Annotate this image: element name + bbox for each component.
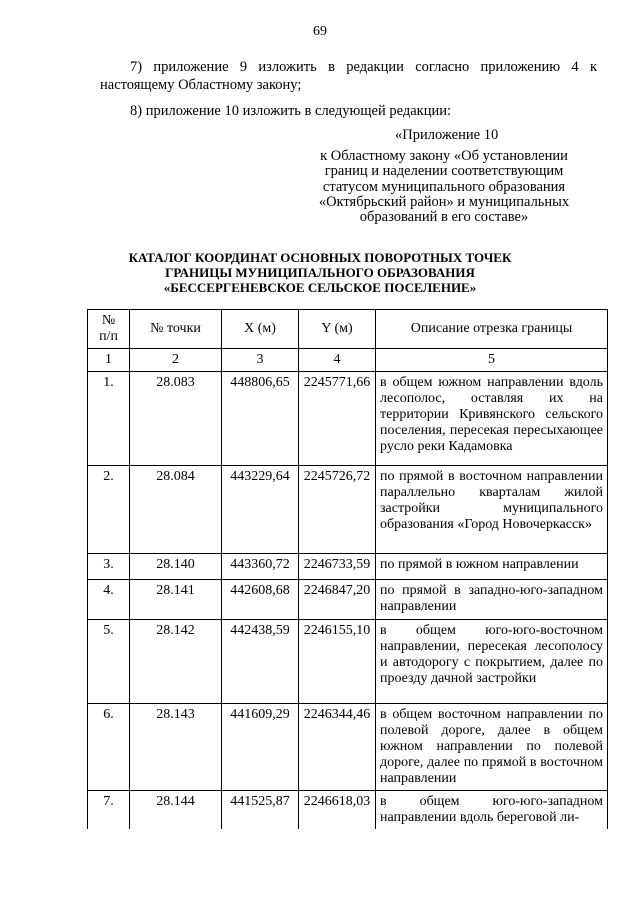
coordinates-table (87, 309, 608, 829)
point-number: 28.141 (130, 580, 222, 620)
table-header-row (88, 310, 608, 349)
segment-description: в общем южном направлении вдоль лесополос, оставляя их на территории Кривянского сельского поселения, пересекая пересыхающее русло реки Кадамовка (376, 372, 608, 466)
table-row (88, 791, 608, 830)
row-number: 4. (88, 580, 130, 620)
point-number: 28.084 (130, 466, 222, 554)
x-coordinate: 441609,29 (222, 704, 299, 791)
header-description: Описание отрезка границы (376, 310, 608, 349)
segment-description: по прямой в южном направлении (376, 554, 608, 580)
column-number: 4 (299, 349, 376, 372)
column-number: 1 (88, 349, 130, 372)
y-coordinate: 2246618,03 (299, 791, 376, 830)
header-point: № точки (130, 310, 222, 349)
header-num-line1: № (101, 313, 116, 328)
catalog-title-line: ГРАНИЦЫ МУНИЦИПАЛЬНОГО ОБРАЗОВАНИЯ (165, 265, 475, 280)
y-coordinate: 2246155,10 (299, 620, 376, 704)
point-number: 28.143 (130, 704, 222, 791)
point-number: 28.142 (130, 620, 222, 704)
point-number: 28.140 (130, 554, 222, 580)
point-number: 28.083 (130, 372, 222, 466)
x-coordinate: 443229,64 (222, 466, 299, 554)
segment-description: по прямой в западно-юго-западном направлении (376, 580, 608, 620)
table-row (88, 704, 608, 791)
column-number: 5 (376, 349, 608, 372)
segment-description: в общем восточном направлении по полевой дороге, далее в общем южном направлении по полевой дороге, далее по прямой в восточном направлении (376, 704, 608, 791)
x-coordinate: 443360,72 (222, 554, 299, 580)
row-number: 7. (88, 791, 130, 830)
segment-description: по прямой в восточном направлении параллельно кварталам жилой застройки муниципального образования «Город Новочеркасск» (376, 466, 608, 554)
table-row (88, 372, 608, 466)
table-row (88, 580, 608, 620)
x-coordinate: 441525,87 (222, 791, 299, 830)
column-number-row (88, 349, 608, 372)
catalog-title-line: «БЕССЕРГЕНЕВСКОЕ СЕЛЬСКОЕ ПОСЕЛЕНИЕ» (163, 280, 477, 295)
appendix-subtitle-line: к Областному закону «Об установлении (320, 148, 568, 164)
row-number: 5. (88, 620, 130, 704)
header-num (88, 310, 130, 349)
appendix-subtitle-line: «Октябрьский район» и муниципальных (318, 193, 570, 210)
amendment-paragraph-7: 7) приложение 9 изложить в редакции согласно приложению 4 к настоящему Областному закону; (100, 59, 597, 93)
y-coordinate: 2245771,66 (299, 372, 376, 466)
row-number: 2. (88, 466, 130, 554)
catalog-title (0, 250, 640, 295)
row-number: 3. (88, 554, 130, 580)
y-coordinate: 2246344,46 (299, 704, 376, 791)
table-row (88, 554, 608, 580)
y-coordinate: 2245726,72 (299, 466, 376, 554)
x-coordinate: 442438,59 (222, 620, 299, 704)
header-x: X (м) (222, 310, 299, 349)
appendix-subtitle-line: статусом муниципального образования (322, 178, 566, 195)
point-number: 28.144 (130, 791, 222, 830)
column-number: 2 (130, 349, 222, 372)
column-number: 3 (222, 349, 299, 372)
appendix-title: «Приложение 10 (395, 127, 499, 143)
segment-description: в общем юго-юго-восточном направлении, пересекая лесополосу и автодорогу с покрытием, далее по проезду дачной застройки (376, 620, 608, 704)
appendix-subtitle (308, 149, 580, 225)
appendix-subtitle-line: образований в его составе» (359, 209, 529, 226)
row-number: 6. (88, 704, 130, 791)
segment-description: в общем юго-юго-западном направлении вдоль береговой ли- (376, 791, 608, 830)
y-coordinate: 2246733,59 (299, 554, 376, 580)
y-coordinate: 2246847,20 (299, 580, 376, 620)
header-y: Y (м) (299, 310, 376, 349)
header-num-line2: п/п (99, 329, 118, 344)
x-coordinate: 442608,68 (222, 580, 299, 620)
page-number: 69 (313, 24, 327, 39)
table-row (88, 620, 608, 704)
amendment-paragraph-8: 8) приложение 10 изложить в следующей редакции: (130, 103, 452, 119)
appendix-subtitle-line: границ и наделении соответствующим (324, 163, 564, 180)
row-number: 1. (88, 372, 130, 466)
table-row (88, 466, 608, 554)
x-coordinate: 448806,65 (222, 372, 299, 466)
catalog-title-line: КАТАЛОГ КООРДИНАТ ОСНОВНЫХ ПОВОРОТНЫХ ТОЧЕК (128, 250, 512, 265)
